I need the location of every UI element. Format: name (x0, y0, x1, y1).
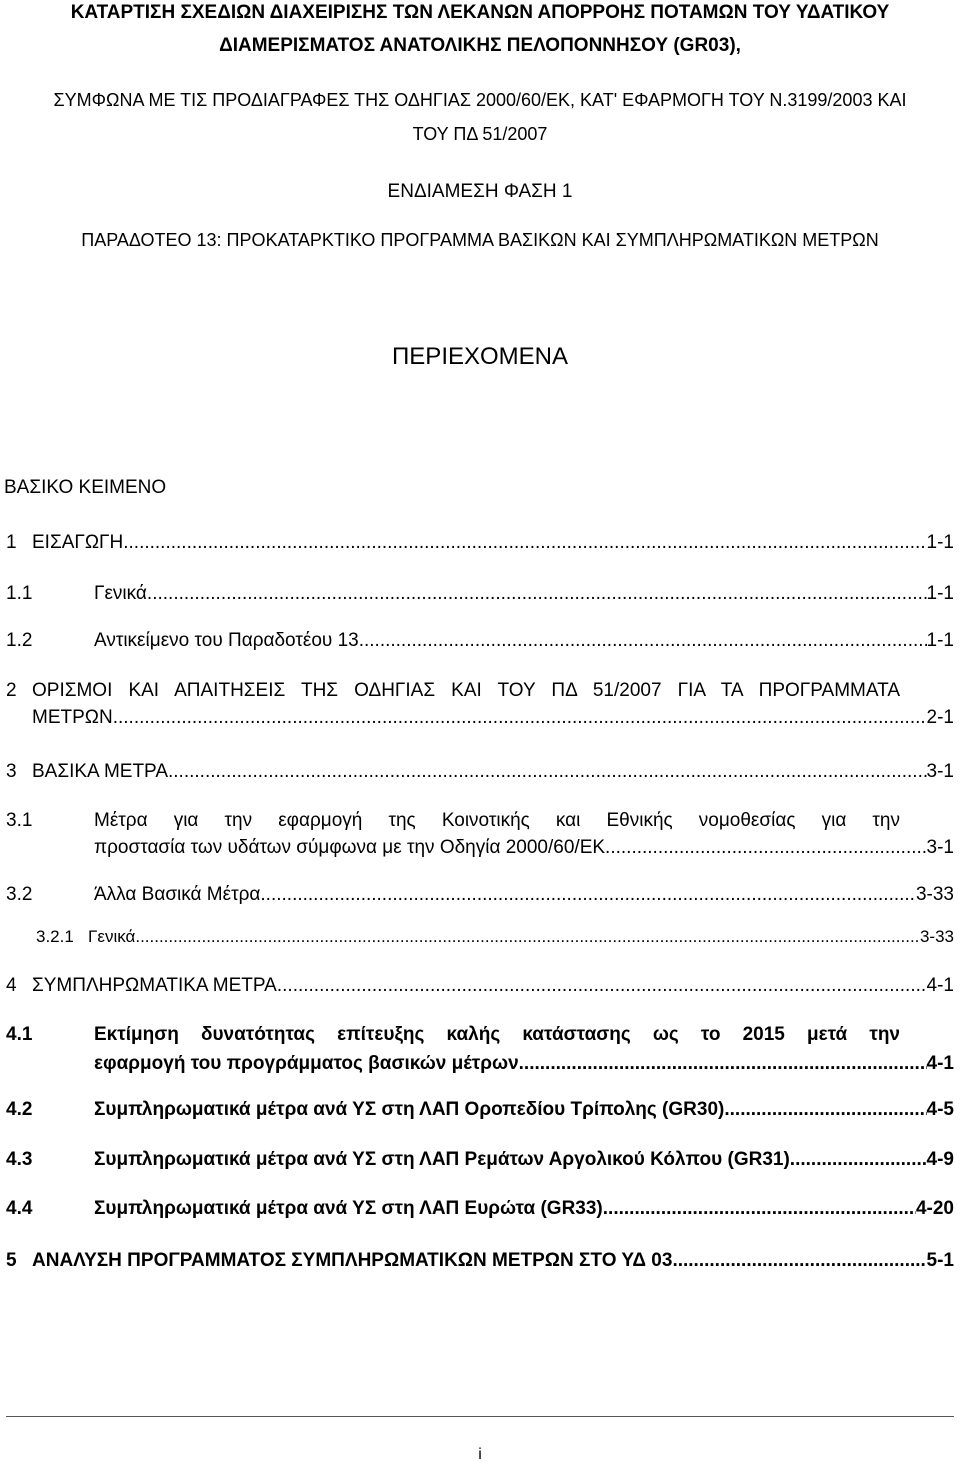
dot-leader (113, 706, 927, 730)
dot-leader (603, 1197, 916, 1221)
toc-entry-text: Αντικείμενο του Παραδοτέου 13 (94, 630, 359, 651)
toc-entry-number: 1.2 (6, 630, 33, 651)
toc-entry-page: 4-20 (915, 1198, 954, 1219)
toc-entry-number: 2 (6, 680, 17, 701)
toc-entry-page: 1-1 (926, 630, 954, 651)
toc-entry-text: ΕΙΣΑΓΩΓΗ (32, 532, 124, 553)
toc-entry-text: ΣΥΜΠΛΗΡΩΜΑΤΙΚΑ ΜΕΤΡΑ (32, 975, 277, 996)
page-number: i (478, 1446, 482, 1463)
toc-entry-number: 1 (6, 532, 17, 553)
toc-entry-page: 1-1 (926, 532, 954, 553)
toc-entry-3-1[interactable] (6, 809, 954, 865)
toc-entry-text: Συμπληρωματικά μέτρα ανά ΥΣ στη ΛΑΠ Οροπεδίου Τρίπολης (GR30) (94, 1099, 725, 1120)
header-line-4: ΤΟΥ ΠΔ 51/2007 (412, 124, 548, 144)
toc-entry-page: 1-1 (926, 583, 954, 604)
toc-entry-text: Γενικά (88, 927, 136, 946)
toc-entry-number: 3.2.1 (36, 927, 74, 946)
toc-entry-text: Γενικά (94, 583, 147, 604)
toc-entry-page: 4-1 (926, 1053, 954, 1074)
toc-entry-text-line1: Μέτρα για την εφαρμογή της Κοινοτικής και Εθνικής νομοθεσίας για την (94, 810, 900, 831)
toc-entry-number: 3.1 (6, 810, 33, 831)
toc-entry-number: 3.2 (6, 884, 33, 905)
footer-rule (6, 1416, 954, 1417)
dot-leader (519, 1052, 927, 1076)
dot-leader (123, 531, 926, 555)
toc-entry-number: 4.4 (6, 1198, 33, 1219)
toc-entry-number: 4.2 (6, 1099, 33, 1120)
toc-entry-page: 3-1 (926, 761, 954, 782)
toc-entry-number: 5 (6, 1250, 17, 1271)
toc-entry-page: 4-9 (926, 1149, 954, 1170)
toc-entry-text: ΑΝΑΛΥΣΗ ΠΡΟΓΡΑΜΜΑΤΟΣ ΣΥΜΠΛΗΡΩΜΑΤΙΚΩΝ ΜΕΤΡΩΝ ΣΤΟ ΥΔ 03 (32, 1250, 673, 1271)
section-label: ΒΑΣΙΚΟ ΚΕΙΜΕΝΟ (4, 477, 167, 498)
toc-entry-number: 3 (6, 761, 17, 782)
dot-leader (168, 760, 927, 784)
dot-leader (605, 836, 926, 860)
header-line-1: ΚΑΤΑΡΤΙΣΗ ΣΧΕΔΙΩΝ ΔΙΑΧΕΙΡΙΣΗΣ ΤΩΝ ΛΕΚΑΝΩΝ ΑΠΟΡΡΟΗΣ ΠΟΤΑΜΩΝ ΤΟΥ ΥΔΑΤΙΚΟΥ (70, 2, 890, 23)
toc-entry-text: Άλλα Βασικά Μέτρα (94, 884, 261, 905)
toc-entry-2[interactable] (6, 679, 954, 735)
phase-title: ΕΝΔΙΑΜΕΣΗ ΦΑΣΗ 1 (387, 181, 573, 202)
toc-entry-text-line2: εφαρμογή του προγράμματος βασικών μέτρων (94, 1053, 519, 1074)
toc-entry-text-line2: ΜΕΤΡΩΝ (32, 707, 113, 728)
toc-entry-number: 4.1 (6, 1024, 33, 1045)
toc-entry-page: 5-1 (926, 1250, 954, 1271)
dot-leader (672, 1249, 926, 1273)
toc-entry-number: 1.1 (6, 583, 33, 604)
toc-entry-number: 4.3 (6, 1149, 33, 1170)
toc-entry-text-line1: Εκτίμηση δυνατότητας επίτευξης καλής κατάστασης ως το 2015 μετά την (94, 1024, 900, 1045)
dot-leader (147, 582, 927, 606)
toc-entry-text: Συμπληρωματικά μέτρα ανά ΥΣ στη ΛΑΠ Ρεμάτων Αργολικού Κόλπου (GR31) (94, 1149, 790, 1170)
header-line-3: ΣΥΜΦΩΝΑ ΜΕ ΤΙΣ ΠΡΟΔΙΑΓΡΑΦΕΣ ΤΗΣ ΟΔΗΓΙΑΣ 2000/60/ΕΚ, ΚΑΤ' ΕΦΑΡΜΟΓΗ ΤΟΥ Ν.3199/2003 ΚΑΙ (53, 90, 907, 110)
toc-entry-text-line1: ΟΡΙΣΜΟΙ ΚΑΙ ΑΠΑΙΤΗΣΕΙΣ ΤΗΣ ΟΔΗΓΙΑΣ ΚΑΙ ΤΟΥ ΠΔ 51/2007 ΓΙΑ ΤΑ ΠΡΟΓΡΑΜΜΑΤΑ (32, 680, 900, 701)
dot-leader (260, 883, 916, 907)
dot-leader (724, 1098, 926, 1122)
toc-entry-page: 3-33 (915, 884, 954, 905)
toc-entry-text-line2: προστασία των υδάτων σύμφωνα με την Οδηγία 2000/60/ΕΚ (94, 837, 606, 858)
toc-entry-page: 4-5 (926, 1099, 954, 1120)
dot-leader (790, 1148, 927, 1172)
toc-entry-page: 2-1 (926, 707, 954, 728)
toc-title: ΠΕΡΙΕΧΟΜΕΝΑ (391, 343, 569, 370)
dot-leader (277, 974, 927, 998)
toc-entry-page: 3-33 (919, 927, 954, 946)
toc-entry-page: 4-1 (926, 975, 954, 996)
toc-entry-4-1[interactable] (6, 1023, 954, 1079)
toc-entry-text: ΒΑΣΙΚΑ ΜΕΤΡΑ (32, 761, 168, 782)
toc-entry-number: 4 (6, 975, 17, 996)
header-line-2: ΔΙΑΜΕΡΙΣΜΑΤΟΣ ΑΝΑΤΟΛΙΚΗΣ ΠΕΛΟΠΟΝΝΗΣΟΥ (GR03), (219, 35, 741, 56)
toc-entry-text: Συμπληρωματικά μέτρα ανά ΥΣ στη ΛΑΠ Ευρώτα (GR33) (94, 1198, 603, 1219)
dot-leader (135, 925, 920, 949)
toc-entry-page: 3-1 (926, 837, 954, 858)
deliverable-title: ΠΑΡΑΔΟΤΕΟ 13: ΠΡΟΚΑΤΑΡΚΤΙΚΟ ΠΡΟΓΡΑΜΜΑ ΒΑΣΙΚΩΝ ΚΑΙ ΣΥΜΠΛΗΡΩΜΑΤΙΚΩΝ ΜΕΤΡΩΝ (81, 230, 879, 250)
dot-leader (359, 629, 927, 653)
